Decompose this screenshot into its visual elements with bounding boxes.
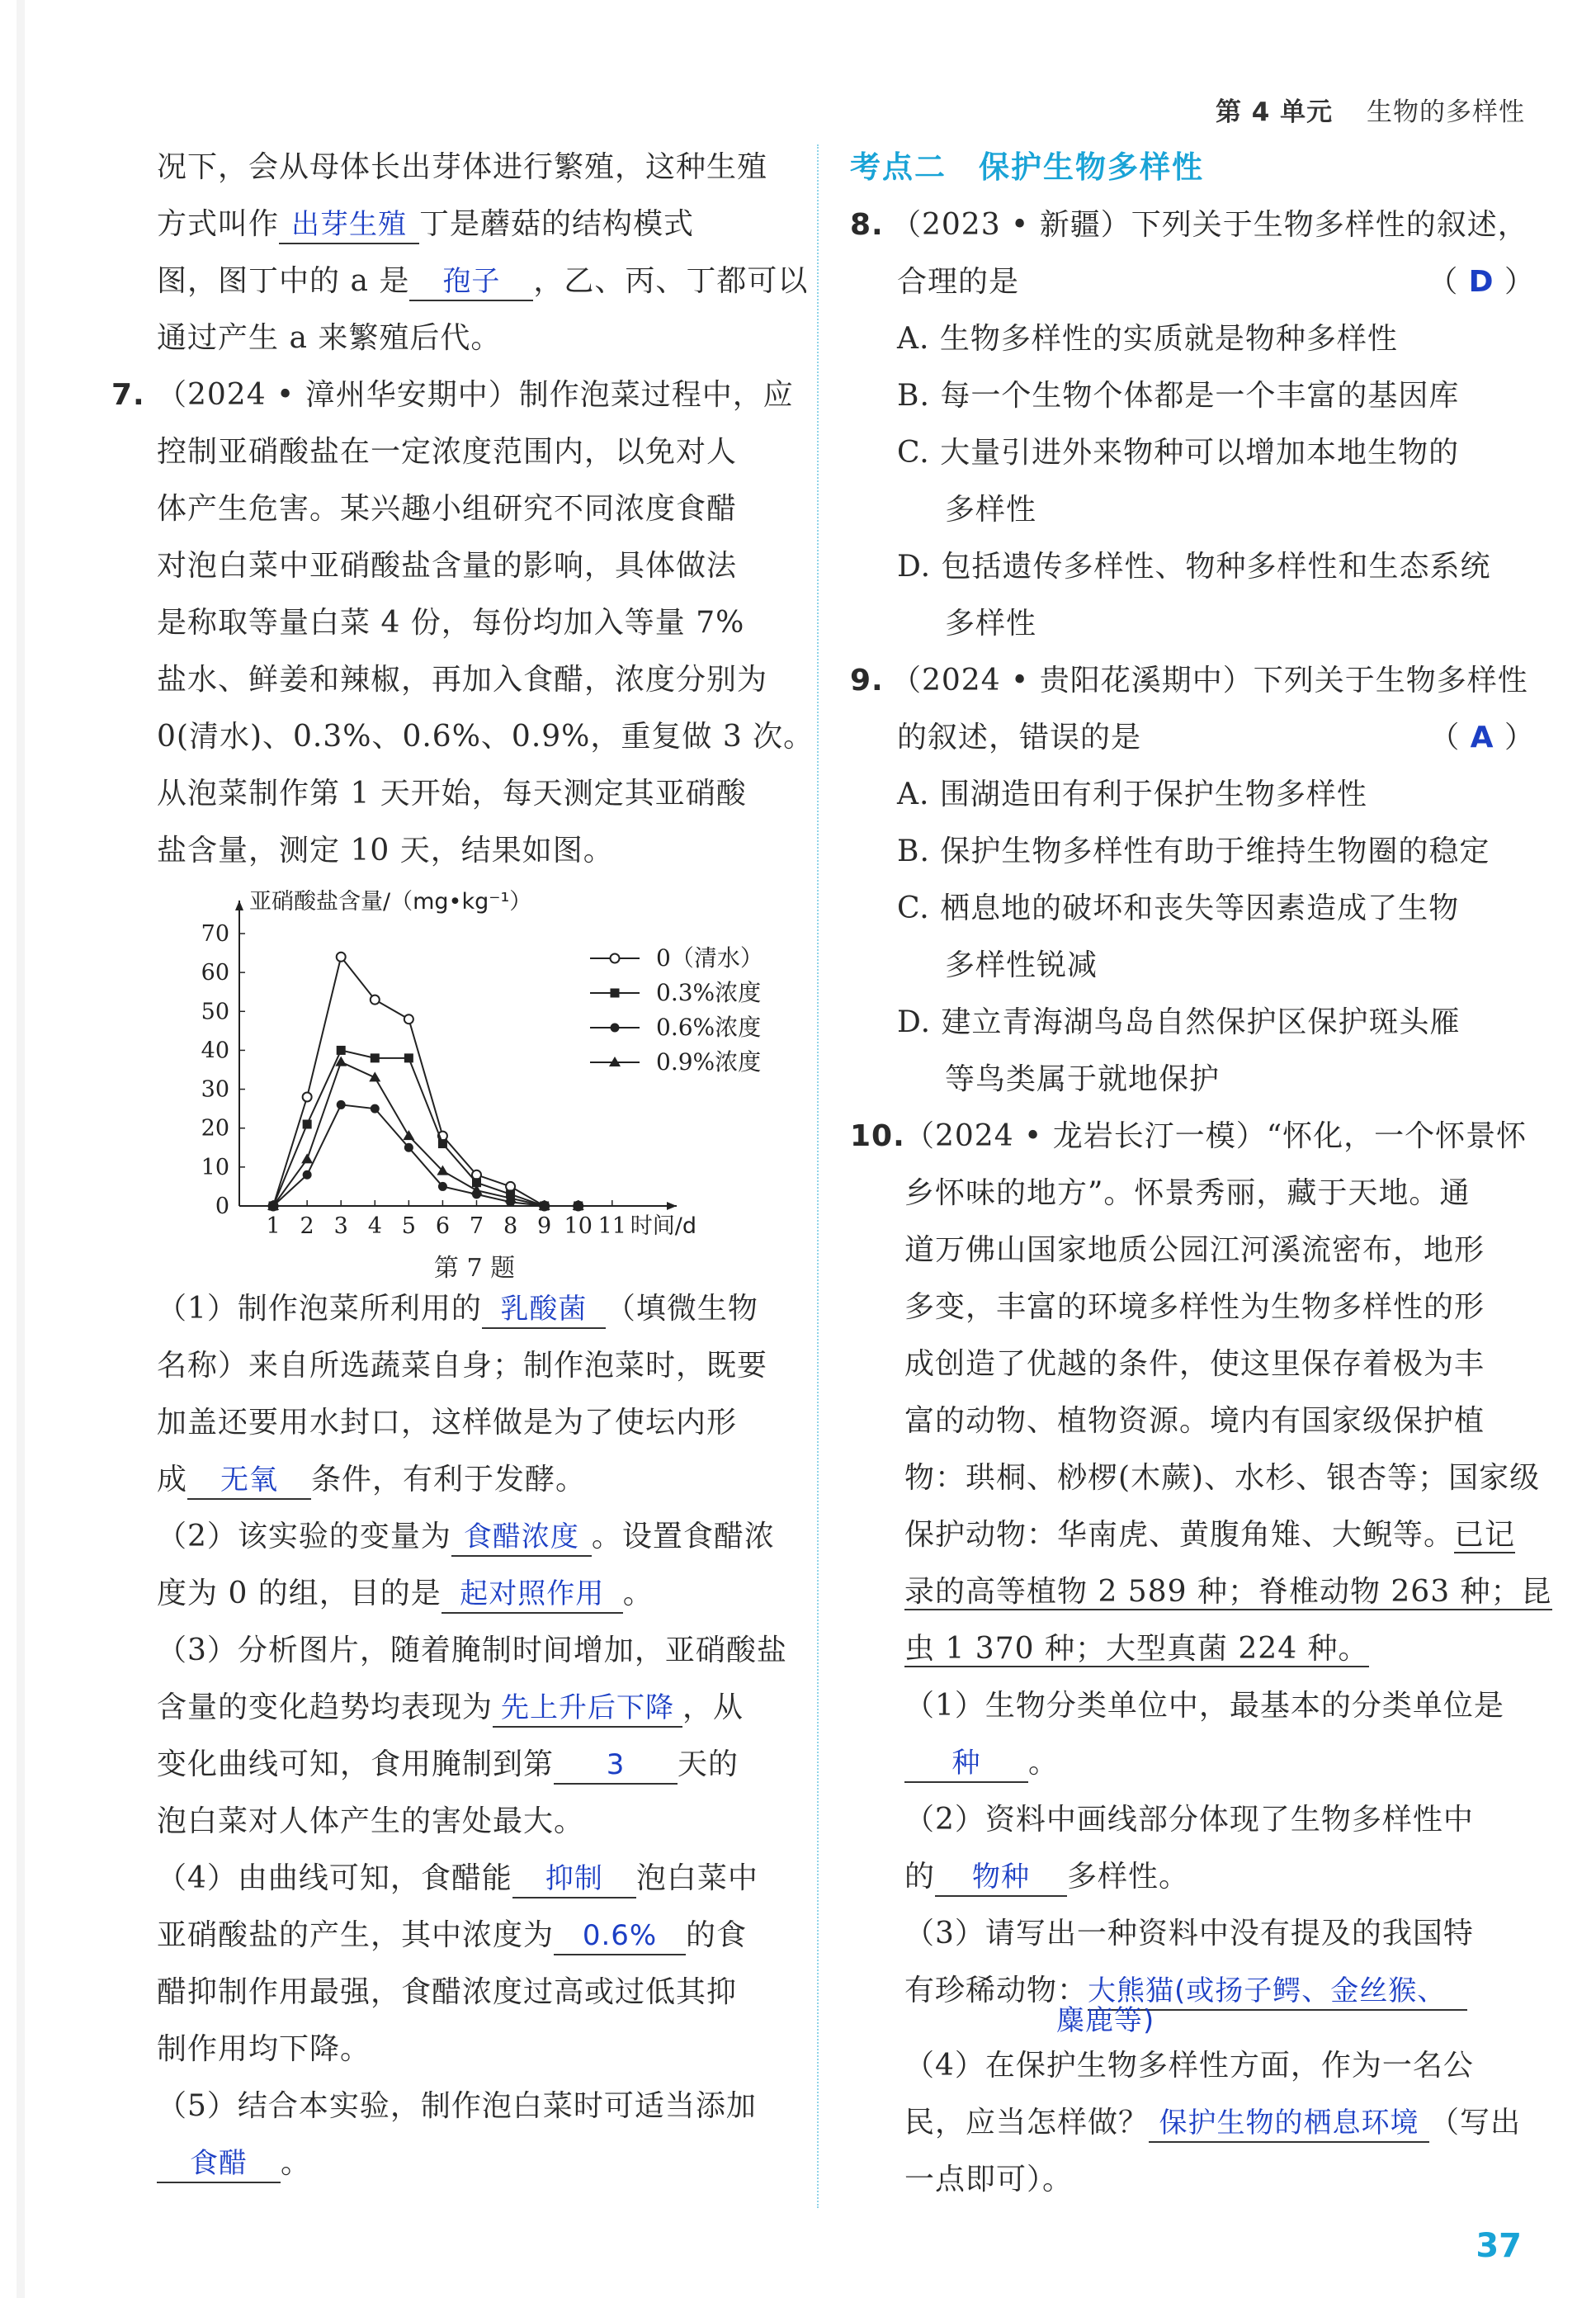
option[interactable]: D. 包括遗传多样性、物种多样性和生态系统 [897, 550, 1491, 584]
right-column [850, 139, 1552, 2208]
column-divider [817, 144, 819, 2208]
q8-stem: 8. （2023 • 新疆）下列关于生物多样性的叙述， [850, 196, 1535, 253]
y-tick-label: 30 [201, 1076, 229, 1103]
q10-part4-line: 民，应当怎样做？ 保护生物的栖息环境 （写出 [850, 2094, 1535, 2151]
option[interactable]: A. 生物多样性的实质就是物种多样性 [897, 322, 1398, 356]
y-tick-label: 40 [201, 1038, 229, 1064]
q7-part5: （5）结合本实验，制作泡白菜时可适当添加 [157, 2089, 757, 2123]
y-tick-label: 70 [201, 921, 229, 947]
question-number: 9. [850, 664, 884, 697]
answer-blank[interactable]: 乳酸菌 [482, 1291, 606, 1329]
q10-part2: （2）资料中画线部分体现了生物多样性中 [904, 1803, 1474, 1837]
data-point [371, 1104, 380, 1114]
q7-part4-line: 制作用均下降。 [157, 2032, 371, 2066]
data-point [303, 1120, 312, 1129]
q9-stem: 9. （2024 • 贵阳花溪期中）下列关于生物多样性 [850, 652, 1535, 709]
answer-choice[interactable]: （ D ） [1428, 265, 1535, 299]
legend-label: 0（清水） [656, 944, 763, 972]
legend-label: 0.9%浓度 [656, 1048, 762, 1076]
data-point [438, 1139, 447, 1148]
q7-part1-line: 加盖还要用水封口，这样做是为了使坛内形 [157, 1406, 738, 1440]
q10-line: 成创造了优越的条件，使这里保存着极为丰 [904, 1347, 1485, 1381]
figure-caption: 第 7 题 [433, 1254, 516, 1283]
q7-part3-line: 变化曲线可知，食用腌制到第 3 天的 [157, 1736, 792, 1793]
answer-blank[interactable]: 保护生物的栖息环境 [1149, 2105, 1429, 2143]
option-continued: 多样性锐减 [945, 948, 1098, 982]
answer-blank[interactable]: 3 [554, 1747, 678, 1785]
legend-marker [611, 989, 620, 998]
x-tick-label: 8 [503, 1213, 518, 1239]
data-point [337, 1100, 346, 1109]
data-point [404, 1053, 413, 1062]
q10-part2-line: 的 物种 多样性。 [850, 1848, 1535, 1905]
q7-stem-line: 盐水、鲜姜和辣椒，再加入食醋，浓度分别为 [157, 663, 768, 697]
option-continued: 多样性 [945, 493, 1037, 527]
y-tick-label: 60 [201, 960, 229, 986]
q10-stem: 10.（2024 • 龙岩长汀一模）“怀化，一个怀景怀 [850, 1108, 1535, 1165]
x-tick-label: 6 [435, 1213, 451, 1239]
answer-blank[interactable]: 食醋 [157, 2145, 281, 2183]
answer-blank[interactable]: 孢子 [409, 263, 533, 301]
q10-line: 乡怀味的地方”。怀景秀丽，藏于天地。通 [904, 1176, 1471, 1210]
q7-stem-line: 是称取等量白菜 4 份，每份均加入等量 7% [157, 606, 745, 640]
x-tick-label: 1 [266, 1213, 281, 1239]
q7-stem-line: 0(清水)、0.3%、0.6%、0.9%，重复做 3 次。 [157, 720, 815, 754]
unit-title: 生物的多样性 [1367, 97, 1525, 127]
q10-line: 物：珙桐、桫椤(木蕨)、水杉、银杏等；国家级 [904, 1461, 1541, 1495]
question-number: 7. [111, 378, 145, 412]
answer-blank[interactable]: 抑制 [512, 1861, 636, 1898]
option[interactable]: B. 每一个生物个体都是一个丰富的基因库 [897, 379, 1460, 413]
section-title: 考点二 保护生物多样性 [850, 149, 1204, 185]
data-point [301, 1153, 313, 1163]
q7-part1: （1）制作泡菜所利用的 乳酸菌 （填微生物 [157, 1280, 792, 1337]
option[interactable]: D. 建立青海湖鸟岛自然保护区保护斑头雁 [897, 1005, 1461, 1039]
chart-svg [157, 884, 792, 1247]
page-header [1216, 91, 1525, 128]
q9-stem-line: 的叙述，错误的是 （ A ） [850, 709, 1535, 766]
option[interactable]: B. 保护生物多样性有助于维持生物圈的稳定 [897, 835, 1490, 868]
y-axis-label: 亚硝酸盐含量/（mg•kg⁻¹） [249, 889, 532, 915]
answer-choice[interactable]: （ A ） [1429, 721, 1535, 754]
q7-part2: （2）该实验的变量为 食醋浓度 。设置食醋浓 [157, 1508, 792, 1565]
q7-part3-line: 含量的变化趋势均表现为 先上升后下降 ，从 [157, 1679, 792, 1736]
legend-marker [611, 954, 620, 963]
left-column [111, 139, 815, 2192]
q7-stem-line: 7. （2024 • 漳州华安期中）制作泡菜过程中，应 [157, 366, 792, 423]
q10-part1: （1）生物分类单位中，最基本的分类单位是 [904, 1689, 1504, 1723]
answer-blank[interactable]: 食醋浓度 [451, 1519, 592, 1557]
q7-part4-line: 醋抑制作用最强，食醋浓度过高或过低其抑 [157, 1975, 738, 2009]
q10-part3-answer-cont: 麋鹿等) [1056, 2004, 1155, 2037]
data-point [303, 1170, 312, 1180]
legend-marker [611, 1024, 620, 1033]
answer-blank[interactable]: 0.6% [554, 1917, 686, 1955]
data-point [506, 1182, 515, 1191]
data-point [371, 995, 380, 1005]
q10-part3-line: 有珍稀动物：大熊猫(或扬子鳄、金丝猴、 [850, 1962, 1535, 2019]
intro-line: 图，图丁中的 a 是 孢子 ，乙、丙、丁都可以 [157, 253, 792, 310]
option[interactable]: A. 围湖造田有利于保护生物多样性 [897, 778, 1367, 811]
y-tick-label: 0 [215, 1194, 229, 1219]
q7-stem-line: 从泡菜制作第 1 天开始，每天测定其亚硝酸 [157, 777, 747, 811]
underlined-text: 已记 [1454, 1518, 1516, 1552]
x-tick-label: 7 [469, 1213, 484, 1239]
q7-part2-line: 度为 0 的组，目的是 起对照作用 。 [157, 1565, 792, 1622]
q10-line: 道万佛山国家地质公园江河溪流密布，地形 [904, 1233, 1485, 1267]
data-point [303, 1093, 312, 1102]
x-tick-label: 2 [300, 1213, 314, 1239]
option-continued: 多样性 [945, 607, 1037, 641]
x-tick-label: 11 [597, 1213, 626, 1239]
data-point [371, 1053, 380, 1062]
x-axis-arrow [667, 1202, 677, 1210]
y-tick-label: 10 [201, 1154, 229, 1180]
q10-underlined-line: 虫 1 370 种；大型真菌 224 种。 [904, 1632, 1369, 1666]
unit-label: 第 4 单元 [1215, 97, 1334, 127]
q7-stem-line: 控制亚硝酸盐在一定浓度范围内，以免对人 [157, 435, 738, 469]
x-tick-label: 9 [537, 1213, 552, 1239]
x-tick-label: 4 [367, 1213, 382, 1239]
q10-part3: （3）请写出一种资料中没有提及的我国特 [904, 1917, 1474, 1950]
x-tick-label: 10 [564, 1213, 593, 1239]
option[interactable]: C. 栖息地的破坏和丧失等因素造成了生物 [897, 891, 1460, 925]
q7-stem-line: 体产生危害。某兴趣小组研究不同浓度食醋 [157, 492, 738, 526]
q10-part1-line: 种 。 [850, 1734, 1535, 1791]
data-point [404, 1143, 413, 1152]
data-point [337, 1046, 346, 1055]
q10-underlined-line: 录的高等植物 2 589 种；脊椎动物 263 种；昆 [904, 1575, 1552, 1609]
data-point [438, 1182, 447, 1191]
x-axis-label: 时间/d [630, 1213, 697, 1239]
page-edge [17, 0, 25, 2298]
data-point [403, 1130, 414, 1140]
question-number: 10. [850, 1119, 905, 1153]
answer-blank[interactable]: 种 [904, 1745, 1028, 1783]
intro-line: 方式叫作 出芽生殖 丁是蘑菇的结构模式 [157, 196, 792, 253]
intro-line: 通过产生 a 来繁殖后代。 [157, 321, 502, 355]
data-point [369, 1071, 380, 1081]
answer-blank[interactable]: 先上升后下降 [493, 1690, 682, 1728]
q7-part5-line: 食醋 。 [157, 2135, 792, 2192]
legend-label: 0.6%浓度 [656, 1014, 762, 1041]
legend-label: 0.3%浓度 [656, 979, 762, 1006]
q8-stem-line: 合理的是 （ D ） [850, 253, 1535, 310]
q7-part1-line: 成 无氧 条件，有利于发酵。 [157, 1451, 792, 1508]
q10-line: 富的动物、植物资源。境内有国家级保护植 [904, 1404, 1485, 1438]
q7-part1-line: 名称）来自所选蔬菜自身；制作泡菜时，既要 [157, 1349, 768, 1383]
x-tick-label: 3 [333, 1213, 348, 1239]
answer-blank[interactable]: 物种 [935, 1859, 1067, 1897]
q7-stem-line: 盐含量，测定 10 天，结果如图。 [157, 834, 614, 868]
x-tick-label: 5 [401, 1213, 416, 1239]
q10-line: 多变，丰富的环境多样性为生物多样性的形 [904, 1290, 1485, 1324]
data-point [337, 953, 346, 962]
option-continued: 等鸟类属于就地保护 [945, 1062, 1221, 1096]
y-tick-label: 20 [201, 1115, 229, 1142]
y-tick-label: 50 [201, 999, 229, 1025]
data-point [404, 1014, 413, 1024]
q7-stem-line: 对泡白菜中亚硝酸盐含量的影响，具体做法 [157, 549, 738, 583]
q10-part4-line: 一点即可）。 [904, 2163, 1074, 2196]
answer-blank[interactable]: 无氧 [187, 1462, 311, 1500]
q7-part3-line: 泡白菜对人体产生的害处最大。 [157, 1804, 585, 1838]
intro-line: 况下，会从母体长出芽体进行繁殖，这种生殖 [157, 150, 768, 184]
y-axis-arrow [235, 901, 243, 910]
answer-blank[interactable]: 起对照作用 [441, 1576, 623, 1614]
page-number: 37 [1476, 2227, 1522, 2265]
q10-line: 保护动物：华南虎、黄腹角雉、大鲵等。已记 [904, 1518, 1516, 1552]
q7-part4: （4）由曲线可知，食醋能 抑制 泡白菜中 [157, 1850, 792, 1907]
answer-blank[interactable]: 大熊猫(或扬子鳄、金丝猴、 [1088, 1973, 1467, 2011]
q7-part4-line: 亚硝酸盐的产生，其中浓度为 0.6% 的食 [157, 1907, 792, 1964]
q7-part3: （3）分析图片，随着腌制时间增加，亚硝酸盐 [157, 1634, 787, 1667]
q10-part4: （4）在保护生物多样性方面，作为一名公 [904, 2049, 1474, 2083]
nitrite-chart [157, 884, 792, 1283]
question-number: 8. [850, 208, 884, 242]
option[interactable]: C. 大量引进外来物种可以增加本地生物的 [897, 436, 1460, 470]
answer-blank[interactable]: 出芽生殖 [279, 206, 419, 244]
